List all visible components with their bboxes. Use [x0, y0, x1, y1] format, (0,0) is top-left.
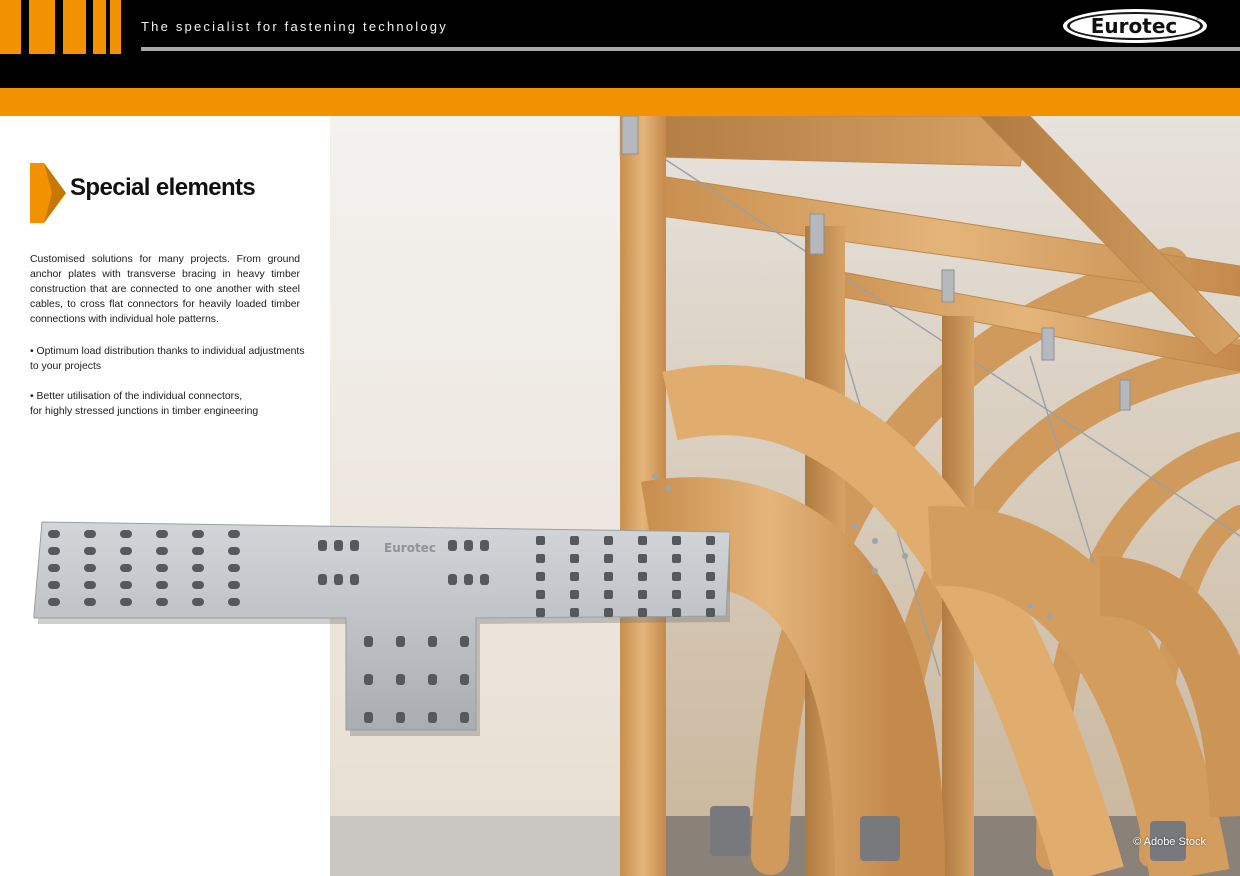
plate-hole [536, 554, 545, 563]
plate-hole [672, 590, 681, 599]
plate-hole [428, 712, 437, 723]
plate-hole [84, 581, 96, 589]
section-arrow-icon [30, 163, 66, 223]
plate-hole [604, 572, 613, 581]
plate-hole [428, 674, 437, 685]
plate-hole [706, 608, 715, 617]
plate-hole [604, 536, 613, 545]
timber-structure-photo [330, 116, 1240, 876]
plate-hole [156, 581, 168, 589]
plate-hole [638, 554, 647, 563]
plate-hole [672, 608, 681, 617]
plate-hole [334, 540, 343, 551]
plate-hole [638, 536, 647, 545]
plate-hole [638, 608, 647, 617]
eurotec-logo[interactable] [1062, 8, 1208, 44]
plate-hole [480, 574, 489, 585]
header-rule [141, 47, 1240, 51]
intro-paragraph: Customised solutions for many projects. From ground anchor plates with transverse bracing in heavy timber construction that are connected to one another with steel cables, to cross flat connectors for heavily loaded timber connections with individual hole patterns. [30, 254, 300, 325]
plate-hole [448, 540, 457, 551]
plate-hole [570, 590, 579, 599]
plate-hole [192, 598, 204, 606]
plate-hole [318, 540, 327, 551]
plate-hole [672, 536, 681, 545]
plate-hole [228, 598, 240, 606]
plate-hole [84, 564, 96, 572]
plate-hole [192, 564, 204, 572]
plate-hole [48, 564, 60, 572]
plate-hole [228, 564, 240, 572]
plate-hole [396, 674, 405, 685]
feature-list [30, 344, 330, 434]
plate-hole [156, 530, 168, 538]
plate-hole [706, 572, 715, 581]
logo-wordmark: Eurotec [1090, 14, 1178, 38]
plate-hole [120, 564, 132, 572]
plate-hole [334, 574, 343, 585]
tagline: The specialist for fastening technology [141, 19, 448, 34]
plate-hole [706, 536, 715, 545]
plate-hole [84, 547, 96, 555]
plate-hole [318, 574, 327, 585]
plate-hole [480, 540, 489, 551]
plate-hole [156, 598, 168, 606]
plate-hole [48, 547, 60, 555]
plate-hole [448, 574, 457, 585]
plate-hole [364, 636, 373, 647]
plate-hole [570, 572, 579, 581]
plate-hole [638, 572, 647, 581]
plate-hole [364, 712, 373, 723]
connector-plate-image [30, 518, 730, 744]
section-title: Special elements [70, 174, 256, 201]
plate-hole [570, 536, 579, 545]
plate-hole [536, 590, 545, 599]
plate-hole [706, 554, 715, 563]
plate-hole [192, 581, 204, 589]
plate-hole [48, 598, 60, 606]
plate-hole [464, 540, 473, 551]
plate-hole [536, 572, 545, 581]
plate-hole [156, 547, 168, 555]
plate-hole [460, 636, 469, 647]
plate-hole [604, 590, 613, 599]
plate-hole [460, 712, 469, 723]
orange-band [0, 88, 1240, 116]
plate-hole [350, 540, 359, 551]
plate-hole [120, 547, 132, 555]
plate-hole [48, 530, 60, 538]
plate-hole [84, 598, 96, 606]
photo-credit: © Adobe Stock [1133, 836, 1206, 848]
plate-hole [192, 530, 204, 538]
plate-hole [464, 574, 473, 585]
header-bar [0, 0, 1240, 88]
plate-hole [120, 581, 132, 589]
plate-hole [396, 712, 405, 723]
plate-hole [192, 547, 204, 555]
plate-hole [536, 536, 545, 545]
plate-brand-mark: Eurotec [384, 541, 436, 555]
plate-hole [604, 554, 613, 563]
logo-registered-mark: ® [1195, 15, 1201, 22]
plate-hole [604, 608, 613, 617]
plate-hole [84, 530, 96, 538]
plate-hole [672, 554, 681, 563]
plate-hole [428, 636, 437, 647]
plate-hole [228, 547, 240, 555]
plate-hole [536, 608, 545, 617]
plate-hole [570, 554, 579, 563]
plate-hole [396, 636, 405, 647]
list-item: • Better utilisation of the individual connectors, for highly stressed junctions in timber engineering [30, 391, 259, 417]
plate-hole [120, 530, 132, 538]
plate-hole [156, 564, 168, 572]
plate-hole [672, 572, 681, 581]
plate-hole [228, 581, 240, 589]
plate-hole [350, 574, 359, 585]
list-item: • Optimum load distribution thanks to individual adjustments to your projects [30, 346, 305, 372]
plate-hole [364, 674, 373, 685]
plate-hole [48, 581, 60, 589]
brand-stripes [0, 0, 121, 54]
photo-fade-overlay [330, 116, 620, 876]
plate-hole [228, 530, 240, 538]
plate-hole [120, 598, 132, 606]
plate-hole [706, 590, 715, 599]
plate-hole [460, 674, 469, 685]
plate-hole [570, 608, 579, 617]
plate-hole [638, 590, 647, 599]
